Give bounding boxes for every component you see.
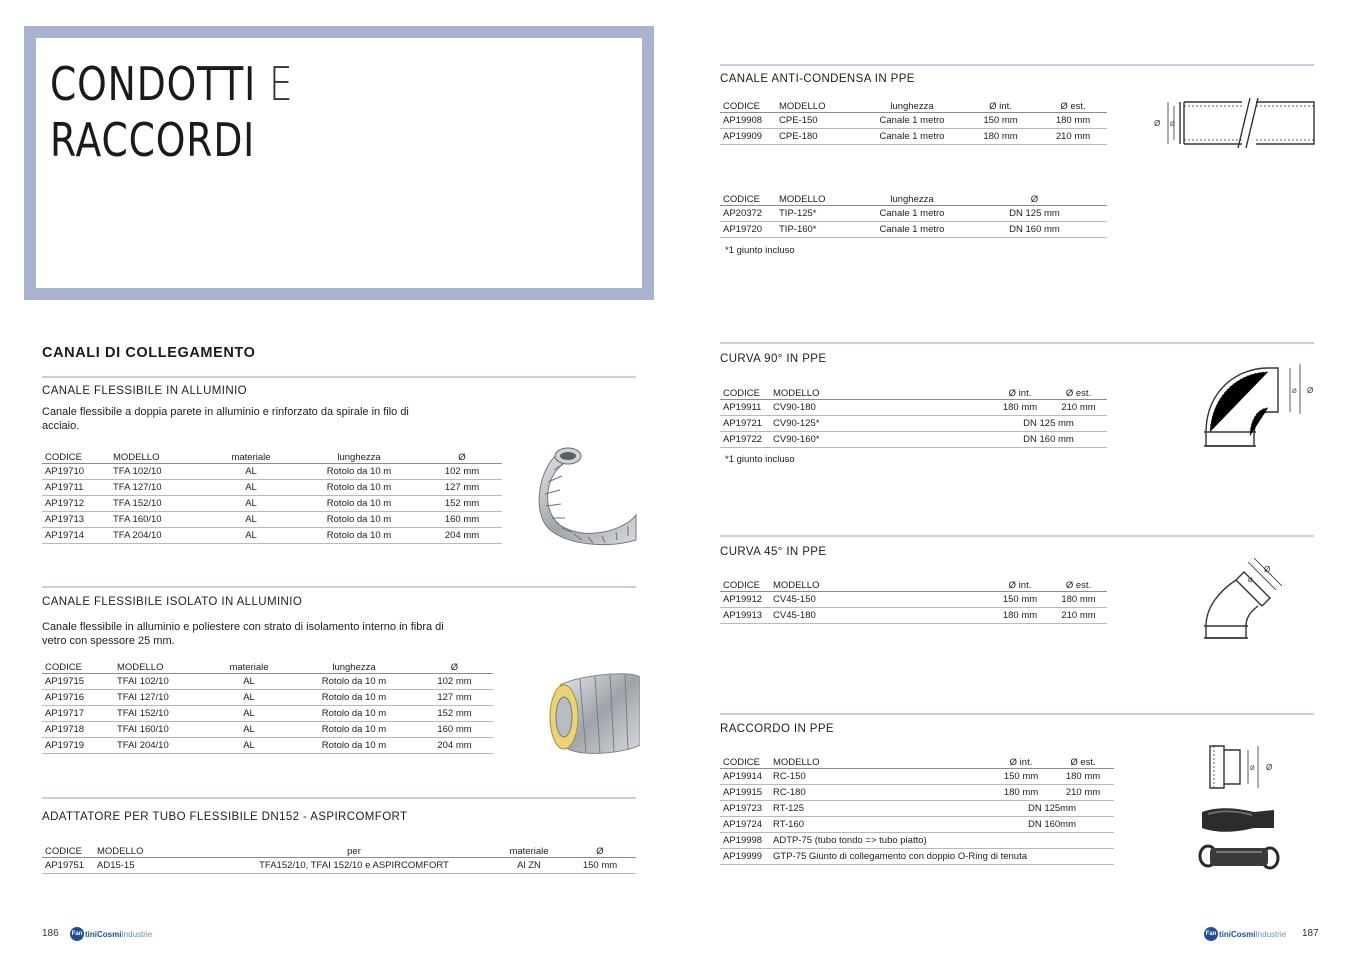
cell: CV90-160*: [770, 432, 990, 448]
cell: AP19713: [42, 512, 110, 528]
cell: AP19710: [42, 464, 110, 480]
brand-mark: Fan: [70, 927, 84, 941]
adapter-title: ADATTATORE PER TUBO FLESSIBILE DN152 - ASPIRCOMFORT: [42, 811, 408, 823]
cell: CPE-180: [776, 129, 862, 145]
insulated-desc: Canale flessibile in alluminio e poliestere con strato di isolamento interno in fibra di vetro con spessore 25 mm.: [42, 621, 444, 647]
brand-suffix: Industrie: [1255, 929, 1287, 939]
cell: 180 mm: [990, 785, 1052, 801]
cell: RT-160: [770, 817, 990, 833]
table-row: [42, 690, 493, 706]
cell: CPE-150: [776, 113, 862, 129]
footnote: *1 giunto incluso: [725, 454, 795, 465]
table-header-row: [720, 98, 1107, 113]
cell: TIP-160*: [776, 222, 862, 238]
col-diameter-int: Ø int.: [962, 98, 1039, 113]
cell: AP19719: [42, 738, 114, 754]
col-diameter-est: Ø est.: [1050, 577, 1107, 592]
table-header-row: [720, 385, 1107, 400]
cell: AP19715: [42, 674, 114, 690]
col-modello: MODELLO: [776, 98, 862, 113]
table-row: [42, 674, 493, 690]
cell: CV90-125*: [770, 416, 990, 432]
cell: AP19714: [42, 528, 110, 544]
table-row: [42, 464, 502, 480]
cell: 180 mm: [990, 400, 1050, 416]
cell: 150 mm: [962, 113, 1039, 129]
adapter-round-flat-image: [1198, 806, 1278, 834]
col-diameter-est: Ø est.: [1050, 385, 1107, 400]
cell: AP19908: [720, 113, 776, 129]
col-diameter-int: Ø int.: [990, 577, 1050, 592]
raccordo-title: RACCORDO IN PPE: [720, 723, 834, 735]
table-row: [720, 432, 1107, 448]
col-codice: CODICE: [42, 843, 94, 858]
cell: TFA 160/10: [110, 512, 206, 528]
curva90-table: [720, 385, 1107, 448]
diameter-label: Ø: [1264, 565, 1271, 574]
table-row: [720, 416, 1107, 432]
cell: 152 mm: [416, 706, 493, 722]
cell: CV45-150: [770, 592, 990, 608]
cell: ADTP-75 (tubo tondo => tubo piatto): [770, 833, 1114, 849]
table-row: [720, 608, 1107, 624]
col-modello: MODELLO: [770, 385, 990, 400]
raccordo-table: [720, 754, 1114, 865]
col-diameter-est: Ø est.: [1039, 98, 1107, 113]
cell: DN 125 mm: [962, 206, 1107, 222]
cell: CV90-180: [770, 400, 990, 416]
col-materiale: materiale: [206, 659, 292, 674]
diameter-label: Ø: [1266, 763, 1273, 772]
col-diameter: Ø: [422, 449, 502, 464]
cell: Rotolo da 10 m: [292, 738, 416, 754]
cell: AP19724: [720, 817, 770, 833]
brand-name: tiniCosmi: [85, 929, 122, 939]
cell: AL: [206, 464, 296, 480]
col-diameter-int: Ø int.: [990, 385, 1050, 400]
cell: Rotolo da 10 m: [292, 674, 416, 690]
table-row: [42, 706, 493, 722]
title-word-2: E: [268, 57, 294, 111]
table-row: [720, 769, 1114, 785]
brand-mark: Fan: [1204, 927, 1218, 941]
cell: RC-150: [770, 769, 990, 785]
section-divider: [720, 342, 1314, 344]
col-diameter-int: Ø int.: [990, 754, 1052, 769]
cell: AP19751: [42, 858, 94, 874]
table-row: [720, 833, 1114, 849]
cell: TFA 152/10: [110, 496, 206, 512]
flex-table: [42, 449, 502, 544]
anticondensa-table: [720, 98, 1107, 145]
cell: 102 mm: [422, 464, 502, 480]
cell: DN 125mm: [990, 801, 1114, 817]
col-diameter: Ø: [416, 659, 493, 674]
cell: 127 mm: [422, 480, 502, 496]
table-row: [720, 592, 1107, 608]
cell: AL: [206, 738, 292, 754]
col-codice: CODICE: [42, 659, 114, 674]
table-row: [720, 113, 1107, 129]
insulated-title: CANALE FLESSIBILE ISOLATO IN ALLUMINIO: [42, 596, 303, 608]
cell: AP19911: [720, 400, 770, 416]
col-codice: CODICE: [720, 577, 770, 592]
cell: 180 mm: [1052, 769, 1114, 785]
connector-diagram: [1204, 742, 1280, 794]
diameter-label: Ø: [1154, 119, 1161, 128]
cell: Rotolo da 10 m: [296, 512, 422, 528]
flexible-duct-image: [530, 430, 640, 546]
table-row: [42, 480, 502, 496]
cell: AP19717: [42, 706, 114, 722]
curva90-title: CURVA 90° IN PPE: [720, 353, 827, 365]
section-title: CANALI DI COLLEGAMENTO: [42, 345, 256, 361]
table-row: [720, 400, 1107, 416]
cell: 160 mm: [416, 722, 493, 738]
col-materiale: materiale: [494, 843, 564, 858]
section-divider: [42, 376, 636, 378]
brand-name: tiniCosmi: [1219, 929, 1256, 939]
section-divider: [720, 64, 1314, 66]
col-modello: MODELLO: [94, 843, 214, 858]
col-codice: CODICE: [720, 385, 770, 400]
col-codice: CODICE: [720, 98, 776, 113]
table-row: [720, 785, 1114, 801]
cell: 204 mm: [422, 528, 502, 544]
cell: AP19720: [720, 222, 776, 238]
table-header-row: [42, 659, 493, 674]
cell: AP19712: [42, 496, 110, 512]
cell: 152 mm: [422, 496, 502, 512]
table-row: [42, 528, 502, 544]
table-row: [720, 129, 1107, 145]
brand-logo-right: [1204, 926, 1286, 942]
cell: AP19718: [42, 722, 114, 738]
cell: CV45-180: [770, 608, 990, 624]
tip-table: [720, 191, 1107, 238]
cell: AL: [206, 722, 292, 738]
cell: AP19914: [720, 769, 770, 785]
cell: AL: [206, 512, 296, 528]
table-row: [42, 858, 636, 874]
cell: 210 mm: [1050, 608, 1107, 624]
col-lunghezza: lunghezza: [862, 191, 962, 206]
cell: 127 mm: [416, 690, 493, 706]
col-lunghezza: lunghezza: [862, 98, 962, 113]
cell: 204 mm: [416, 738, 493, 754]
cell: Rotolo da 10 m: [292, 706, 416, 722]
cell: 150 mm: [990, 769, 1052, 785]
diameter-label: Ø: [1307, 386, 1314, 395]
cell: Canale 1 metro: [862, 222, 962, 238]
col-codice: CODICE: [720, 191, 776, 206]
cell: AD15-15: [94, 858, 214, 874]
gasket-joint-image: [1196, 842, 1282, 872]
col-diameter-est: Ø est.: [1052, 754, 1114, 769]
cell: TFAI 152/10: [114, 706, 206, 722]
cell: RC-180: [770, 785, 990, 801]
section-divider: [42, 586, 636, 588]
title-word-1: CONDOTTI: [50, 57, 257, 111]
cell: TFA 127/10: [110, 480, 206, 496]
cell: DN 160 mm: [962, 222, 1107, 238]
cell: AP19721: [720, 416, 770, 432]
page-title: [50, 56, 294, 168]
cell: 180 mm: [1050, 592, 1107, 608]
cell: Rotolo da 10 m: [292, 722, 416, 738]
col-lunghezza: lunghezza: [292, 659, 416, 674]
cell: TFA 204/10: [110, 528, 206, 544]
cell: Rotolo da 10 m: [292, 690, 416, 706]
col-modello: MODELLO: [114, 659, 206, 674]
cell: AP19915: [720, 785, 770, 801]
cell: 210 mm: [1052, 785, 1114, 801]
cell: Rotolo da 10 m: [296, 480, 422, 496]
table-row: [720, 849, 1114, 865]
page-number-left: 186: [42, 928, 59, 939]
footnote: *1 giunto incluso: [725, 245, 795, 256]
curva45-title: CURVA 45° IN PPE: [720, 546, 827, 558]
col-modello: MODELLO: [110, 449, 206, 464]
cell: AL: [206, 480, 296, 496]
section-divider: [720, 713, 1314, 715]
cell: 180 mm: [990, 608, 1050, 624]
col-per: per: [214, 843, 494, 858]
col-lunghezza: lunghezza: [296, 449, 422, 464]
table-row: [720, 817, 1114, 833]
elbow-45-diagram: [1196, 556, 1286, 642]
col-modello: MODELLO: [770, 577, 990, 592]
table-header-row: [42, 449, 502, 464]
cell: TFA 102/10: [110, 464, 206, 480]
col-codice: CODICE: [42, 449, 110, 464]
cell: TFAI 127/10: [114, 690, 206, 706]
cell: Rotolo da 10 m: [296, 496, 422, 512]
elbow-90-diagram: [1196, 362, 1320, 452]
table-row: [42, 496, 502, 512]
cell: AP19912: [720, 592, 770, 608]
curva45-table: [720, 577, 1107, 624]
table-row: [720, 801, 1114, 817]
col-modello: MODELLO: [776, 191, 862, 206]
table-header-row: [42, 843, 636, 858]
title-box: [36, 38, 642, 288]
diameter-label: Ø: [1250, 766, 1255, 772]
straight-duct-diagram: [1152, 96, 1318, 152]
col-diameter: Ø: [564, 843, 636, 858]
cell: AL: [206, 674, 292, 690]
cell: DN 160 mm: [990, 432, 1107, 448]
cell: 210 mm: [1050, 400, 1107, 416]
col-diameter: Ø: [962, 191, 1107, 206]
col-modello: MODELLO: [770, 754, 990, 769]
cell: Canale 1 metro: [862, 129, 962, 145]
cell: AL: [206, 528, 296, 544]
flex-desc: Canale flessibile a doppia parete in alluminio e rinforzato da spirale in filo di acciaio.: [42, 406, 409, 432]
section-divider: [42, 797, 636, 799]
cell: 150 mm: [564, 858, 636, 874]
insulated-table: [42, 659, 493, 754]
cell: TFAI 102/10: [114, 674, 206, 690]
cell: TFA152/10, TFAI 152/10 e ASPIRCOMFORT: [214, 858, 494, 874]
cell: AP19722: [720, 432, 770, 448]
page-number-right: 187: [1302, 928, 1319, 939]
cell: 180 mm: [1039, 113, 1107, 129]
table-row: [42, 512, 502, 528]
cell: 180 mm: [962, 129, 1039, 145]
cell: AL: [206, 496, 296, 512]
col-codice: CODICE: [720, 754, 770, 769]
cell: 102 mm: [416, 674, 493, 690]
adapter-table: [42, 843, 636, 874]
cell: AP19723: [720, 801, 770, 817]
cell: Rotolo da 10 m: [296, 528, 422, 544]
cell: AL: [206, 706, 292, 722]
flex-title: CANALE FLESSIBILE IN ALLUMINIO: [42, 385, 248, 397]
title-word-3: RACCORDI: [50, 113, 256, 167]
cell: Al ZN: [494, 858, 564, 874]
title-frame: [24, 26, 654, 300]
cell: TFAI 204/10: [114, 738, 206, 754]
col-materiale: materiale: [206, 449, 296, 464]
cell: TFAI 160/10: [114, 722, 206, 738]
cell: Canale 1 metro: [862, 206, 962, 222]
anticondensa-title: CANALE ANTI-CONDENSA IN PPE: [720, 73, 915, 85]
diameter-label: Ø: [1170, 122, 1175, 128]
insulated-duct-image: [540, 665, 640, 757]
cell: AP19909: [720, 129, 776, 145]
cell: 160 mm: [422, 512, 502, 528]
diameter-label: Ø: [1292, 389, 1297, 395]
cell: Canale 1 metro: [862, 113, 962, 129]
cell: AP19711: [42, 480, 110, 496]
table-header-row: [720, 191, 1107, 206]
table-row: [720, 222, 1107, 238]
table-row: [42, 722, 493, 738]
cell: AP19999: [720, 849, 770, 865]
brand-suffix: Industrie: [121, 929, 153, 939]
diameter-label: Ø: [1248, 578, 1253, 584]
cell: AP19998: [720, 833, 770, 849]
brand-logo-left: [70, 926, 152, 942]
table-header-row: [720, 754, 1114, 769]
cell: DN 160mm: [990, 817, 1114, 833]
cell: AL: [206, 690, 292, 706]
section-divider: [720, 535, 1314, 537]
cell: Rotolo da 10 m: [296, 464, 422, 480]
cell: GTP-75 Giunto di collegamento con doppio O-Ring di tenuta: [770, 849, 1114, 865]
table-row: [720, 206, 1107, 222]
cell: TIP-125*: [776, 206, 862, 222]
cell: AP19913: [720, 608, 770, 624]
cell: DN 125 mm: [990, 416, 1107, 432]
cell: AP19716: [42, 690, 114, 706]
table-header-row: [720, 577, 1107, 592]
cell: RT-125: [770, 801, 990, 817]
cell: 150 mm: [990, 592, 1050, 608]
cell: 210 mm: [1039, 129, 1107, 145]
cell: AP20372: [720, 206, 776, 222]
table-row: [42, 738, 493, 754]
